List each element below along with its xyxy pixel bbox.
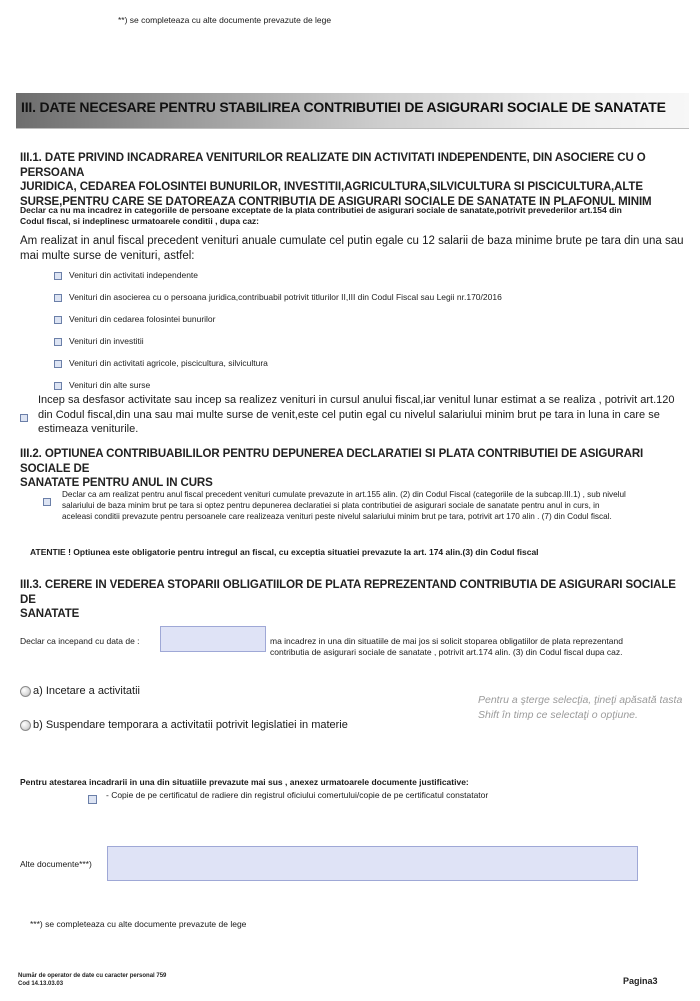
income-option-label: Venituri din alte surse	[69, 380, 151, 390]
hint-line: Pentru a şterge selecţia, ţineţi apăsată tasta	[478, 694, 683, 706]
income-independent-checkbox[interactable]	[54, 272, 62, 280]
other-docs-input[interactable]	[107, 846, 638, 881]
iii3-heading-line: III.3. CERERE IN VEDEREA STOPARII OBLIGATIILOR DE PLATA REPREZENTAND CONTRIBUTIA DE ASIGURARI SOCIALE DE	[20, 579, 676, 606]
income-other-checkbox[interactable]	[54, 382, 62, 390]
hint-line: Shift în timp ce selectaţi o opţiune.	[478, 709, 638, 721]
iii1-intro	[20, 234, 692, 264]
intro-line: Am realizat in anul fiscal precedent venituri anuale cumulate cel putin egale cu 12 salarii de baza minime brute pe tara din una sau	[20, 235, 684, 247]
iii1-heading-line: SURSE,PENTRU CARE SE DATOREAZA CONTRIBUTIA DE ASIGURARI SOCIALE DE SANATATE IN PLAFONUL MINIM	[20, 195, 652, 208]
iii2-option-text	[62, 489, 692, 522]
iii2-heading	[20, 447, 692, 491]
start-activity-line: estimeaza veniturile.	[38, 423, 139, 435]
radio-cessation[interactable]	[20, 686, 31, 697]
iii1-heading-line: JURIDICA, CEDAREA FOLOSINTEI BUNURILOR, INVESTITII,AGRICULTURA,SILVICULTURA SI PISCICULTURA,ALTE	[20, 181, 643, 193]
top-footnote: **) se completeaza cu alte documente prevazute de lege	[118, 15, 332, 25]
declaration-line: Codul fiscal, si indeplinesc urmatoarele conditii , dupa caz:	[20, 216, 259, 226]
option-text-line: salariului de baza minim brut pe tara si optez pentru depunerea declaratiei si plata contributiei de asigurari sociale de sanatate pentru anul in curs, in	[62, 501, 600, 510]
option-declaration-checkbox[interactable]	[43, 498, 51, 506]
start-activity-line: Incep sa desfasor activitate sau incep sa realizez venituri in cursul anului fiscal,iar venitul lunar estimat a se realiza , potrivit art.120	[38, 394, 675, 406]
radio-cessation-label: a) Incetare a activitatii	[33, 685, 140, 697]
stop-text	[270, 636, 690, 658]
iii2-heading-line: III.2. OPTIUNEA CONTRIBUABILILOR PENTRU DEPUNEREA DECLARATIEI SI PLATA CONTRIBUTIEI DE ASIGURARI SOCIALE DE	[20, 448, 644, 475]
income-option-label: Venituri din cedarea folosintei bunurilor	[69, 314, 216, 324]
clear-selection-hint	[478, 693, 682, 723]
other-docs-label: Alte documente***)	[20, 859, 92, 869]
start-activity-text	[38, 393, 694, 437]
page-number: Pagina3	[623, 976, 658, 986]
declaration-line: Declar ca nu ma incadrez in categoriile de persoane exceptate de la plata contributiei de asigurari sociale de sanatate,potrivit prevederilor art.154 din	[20, 205, 622, 215]
income-agriculture-checkbox[interactable]	[54, 360, 62, 368]
form-code: Cod 14.13.03.03	[18, 981, 64, 987]
operator-number: Număr de operator de date cu caracter personal 759	[18, 973, 167, 979]
iii1-heading-line: III.1. DATE PRIVIND INCADRAREA VENITURILOR REALIZATE DIN ACTIVITATI INDEPENDENTE, DIN ASOCIERE CU O PERSOANA	[20, 152, 646, 179]
income-option-label: Venituri din investitii	[69, 336, 144, 346]
income-option-label: Venituri din activitati agricole, piscicultura, silvicultura	[69, 358, 268, 368]
iii3-heading-line: SANATATE	[20, 608, 80, 620]
section-title: III. DATE NECESARE PENTRU STABILIREA CONTRIBUTIEI DE ASIGURARI SOCIALE DE SANATATE	[21, 99, 666, 115]
intro-line: mai multe surse de venituri, astfel:	[20, 250, 195, 262]
doc-certificate-checkbox[interactable]	[88, 795, 97, 804]
income-property-checkbox[interactable]	[54, 316, 62, 324]
stop-text-line: contributia de asigurari sociale de sanatate , potrivit art.174 alin. (3) din Codul fiscal dupa caz.	[270, 647, 623, 657]
option-text-line: aceleasi conditii prevazute pentru persoanele care realizeaza venituri peste nivelul salariului minim brut pe tara, potrivit art 170 alin . (7) din Codul fiscal.	[62, 512, 612, 521]
option-text-line: Declar ca am realizat pentru anul fiscal precedent venituri cumulate prevazute in art.155 alin. (2) din Codul Fiscal (categoriile de la subcap.III.1) , sub nivelul	[62, 490, 626, 499]
iii1-declaration	[20, 205, 690, 227]
income-option-label: Venituri din asocierea cu o persoana juridica,contribuabil potrivit titlurilor II,III din Codul Fiscal sau Legii nr.170/2016	[69, 292, 502, 302]
income-association-checkbox[interactable]	[54, 294, 62, 302]
date-label: Declar ca incepand cu data de :	[20, 636, 140, 646]
radio-suspension[interactable]	[20, 720, 31, 731]
bottom-footnote: ***) se completeaza cu alte documente prevazute de lege	[30, 919, 247, 929]
radio-suspension-label: b) Suspendare temporara a activitatii potrivit legislatiei in materie	[33, 719, 348, 731]
start-activity-line: din Codul fiscal,din una sau mai multe surse de venit,este cel putin egal cu nivelul salariului minim brut pe tara in luna in care se	[38, 408, 660, 421]
iii3-heading	[20, 578, 692, 622]
date-input[interactable]	[160, 626, 266, 652]
iii1-heading	[20, 151, 692, 209]
footer-left	[18, 972, 166, 988]
attest-label: Pentru atestarea incadrarii in una din situatiile prevazute mai sus , anexez urmatoarele documente justificative:	[20, 777, 469, 787]
income-investments-checkbox[interactable]	[54, 338, 62, 346]
start-activity-checkbox[interactable]	[20, 414, 28, 422]
stop-text-line: ma incadrez in una din situatiile de mai jos si solicit stoparea obligatiilor de plata reprezentand	[270, 636, 623, 646]
iii2-heading-line: SANATATE PENTRU ANUL IN CURS	[20, 477, 213, 489]
income-option-label: Venituri din activitati independente	[69, 270, 199, 280]
iii2-warning: ATENTIE ! Optiunea este obligatorie pentru intregul an fiscal, cu exceptia situatiei prevazute la art. 174 alin.(3) din Codul fiscal	[30, 547, 539, 557]
doc-certificate-label: - Copie de pe certificatul de radiere din registrul oficiului comertului/copie de pe certificatul constatator	[106, 790, 489, 800]
